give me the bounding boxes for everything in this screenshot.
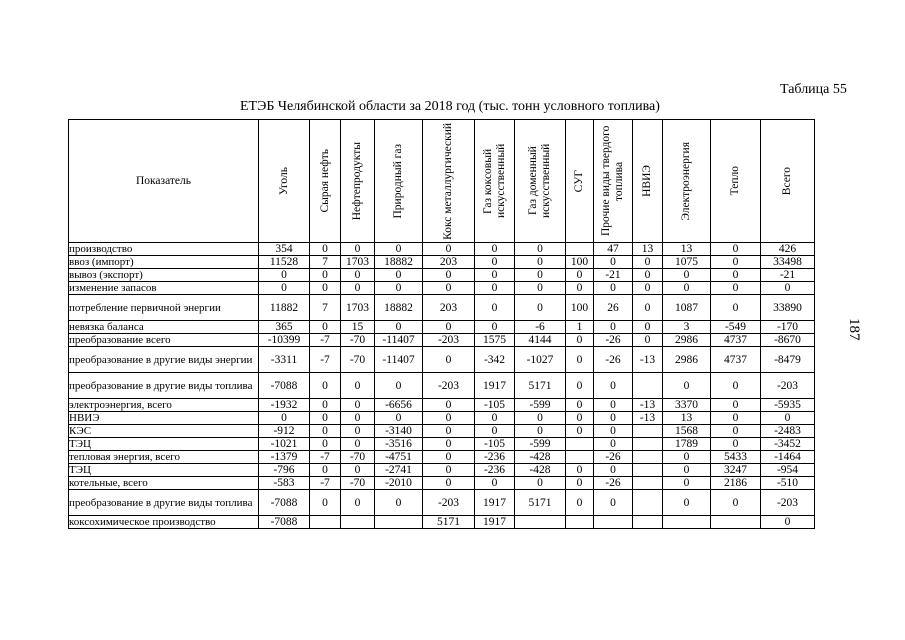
table-cell: 0 [515,477,566,490]
table-cell: 0 [341,399,375,412]
table-cell: 0 [475,295,515,321]
table-cell: -203 [423,490,475,516]
table-cell: 0 [259,412,310,425]
table-cell: 0 [566,282,594,295]
table-cell: 0 [515,425,566,438]
table-cell: -1021 [259,438,310,451]
row-label: изменение запасов [69,282,259,295]
table-cell: -7088 [259,490,310,516]
table-cell: 0 [423,451,475,464]
page-number: 187 [846,318,862,341]
table-cell: -796 [259,464,310,477]
table-cell: -912 [259,425,310,438]
table-body [69,243,815,529]
table-cell: -8479 [761,347,815,373]
table-cell: -26 [594,334,633,347]
table-cell: 7 [310,256,341,269]
row-label: НВИЭ [69,412,259,425]
table-cell: -13 [633,347,663,373]
table-cell: 0 [310,425,341,438]
table-cell: 0 [375,490,423,516]
table-cell: 0 [663,269,711,282]
row-label: тепловая энергия, всего [69,451,259,464]
row-label: коксохимическое производство [69,516,259,529]
column-header-crude-oil: Сырая нефть [310,120,341,243]
row-label: преобразование в другие виды топлива [69,490,259,516]
table-cell: 26 [594,295,633,321]
table-row [69,438,815,451]
table-cell: 0 [594,373,633,399]
table-row [69,399,815,412]
table-cell: -6656 [375,399,423,412]
table-cell: -26 [594,347,633,373]
table-row [69,256,815,269]
column-header-coke-oven-gas: Газ коксовый искусственный [475,120,515,243]
table-cell: 2986 [663,334,711,347]
row-label: производство [69,243,259,256]
table-cell: -583 [259,477,310,490]
table-cell: 0 [761,412,815,425]
table-cell: 0 [594,282,633,295]
table-cell: 0 [310,412,341,425]
table-cell: -1464 [761,451,815,464]
table-cell [515,516,566,529]
table-cell: -21 [594,269,633,282]
table-row [69,425,815,438]
table-cell: -70 [341,334,375,347]
table-cell: 3247 [711,464,761,477]
row-label: ТЭЦ [69,438,259,451]
table-cell: -11407 [375,334,423,347]
table-cell: 2186 [711,477,761,490]
table-cell: 3370 [663,399,711,412]
table-cell: 0 [711,269,761,282]
table-cell: 1087 [663,295,711,321]
table-cell: -1027 [515,347,566,373]
table-cell: 0 [711,425,761,438]
table-cell: 0 [375,282,423,295]
table-cell: 0 [515,282,566,295]
table-cell: 0 [515,269,566,282]
table-cell: 1568 [663,425,711,438]
table-cell: 0 [594,321,633,334]
column-header-oil-products: Нефтепродукты [341,120,375,243]
row-label: ТЭЦ [69,464,259,477]
table-cell: 0 [594,438,633,451]
table-cell: -105 [475,399,515,412]
table-cell: 0 [663,282,711,295]
table-cell: -549 [711,321,761,334]
table-cell: -11407 [375,347,423,373]
table-cell: 0 [711,256,761,269]
table-cell [633,464,663,477]
row-label: вывоз (экспорт) [69,269,259,282]
table-cell: 1789 [663,438,711,451]
table-cell: 203 [423,256,475,269]
table-cell: -203 [761,373,815,399]
row-label: электроэнергия, всего [69,399,259,412]
table-cell: -599 [515,399,566,412]
table-cell: 0 [663,464,711,477]
table-cell: 1703 [341,295,375,321]
table-cell: 0 [423,243,475,256]
table-cell: 0 [341,269,375,282]
table-cell: 5171 [515,373,566,399]
table-cell: 0 [633,334,663,347]
table-cell: 33498 [761,256,815,269]
table-cell: 0 [375,269,423,282]
table-row [69,373,815,399]
table-cell: 0 [475,425,515,438]
table-cell: 33890 [761,295,815,321]
table-cell: 0 [375,321,423,334]
table-cell: 0 [341,412,375,425]
table-cell: 0 [310,464,341,477]
table-cell: 0 [423,399,475,412]
table-cell [633,425,663,438]
table-cell: 0 [594,490,633,516]
table-cell: 15 [341,321,375,334]
table-cell: 0 [594,399,633,412]
table-row [69,321,815,334]
table-cell: 0 [310,321,341,334]
table-cell: 13 [633,243,663,256]
table-cell: 5171 [423,516,475,529]
table-cell: 13 [663,412,711,425]
table-cell: -2483 [761,425,815,438]
table-cell: 2986 [663,347,711,373]
table-cell: -599 [515,438,566,451]
table-cell: 0 [375,243,423,256]
table-cell: 0 [594,464,633,477]
table-cell: -3452 [761,438,815,451]
table-cell: 0 [633,256,663,269]
table-cell: 0 [475,412,515,425]
table-cell: -3516 [375,438,423,451]
table-cell: -236 [475,451,515,464]
table-cell: -2010 [375,477,423,490]
table-cell: 0 [423,464,475,477]
table-cell [566,438,594,451]
table-cell: 0 [663,490,711,516]
table-cell: 0 [310,269,341,282]
table-title: ЕТЭБ Челябинской области за 2018 год (тыс. тонн условного топлива) [240,99,660,114]
row-label: котельные, всего [69,477,259,490]
table-cell: 0 [515,412,566,425]
table-cell: 0 [259,269,310,282]
table-cell [341,516,375,529]
table-row [69,347,815,373]
column-header-coal: Уголь [259,120,310,243]
table-row [69,490,815,516]
table-cell: 1917 [475,373,515,399]
table-cell: -170 [761,321,815,334]
table-cell: -954 [761,464,815,477]
table-cell: -3140 [375,425,423,438]
table-cell: 3 [663,321,711,334]
row-label: потребление первичной энергии [69,295,259,321]
table-cell: 0 [761,282,815,295]
row-label: преобразование в другие виды топлива [69,373,259,399]
table-cell: -7 [310,451,341,464]
table-cell: -6 [515,321,566,334]
table-cell: 0 [310,399,341,412]
table-cell: 0 [423,425,475,438]
table-cell: 4144 [515,334,566,347]
table-cell: 0 [633,269,663,282]
table-cell: 0 [475,321,515,334]
table-cell: 0 [341,282,375,295]
table-cell: 0 [423,282,475,295]
row-label: КЭС [69,425,259,438]
table-cell: -26 [594,451,633,464]
table-cell: 18882 [375,295,423,321]
table-cell: 18882 [375,256,423,269]
table-cell: 0 [711,412,761,425]
table-cell: 0 [566,269,594,282]
table-cell: 0 [423,347,475,373]
table-cell: 0 [566,399,594,412]
table-cell: 7 [310,295,341,321]
table-cell: 0 [594,425,633,438]
table-cell: 0 [663,477,711,490]
table-cell: 0 [341,425,375,438]
table-cell: -3311 [259,347,310,373]
table-cell: 0 [423,412,475,425]
table-cell: 0 [375,412,423,425]
table-cell: -21 [761,269,815,282]
table-cell: -428 [515,464,566,477]
table-cell: 0 [423,269,475,282]
table-cell: 0 [515,256,566,269]
table-cell: 11528 [259,256,310,269]
table-cell: 0 [711,282,761,295]
table-row [69,243,815,256]
table-cell [663,516,711,529]
table-cell: -7 [310,347,341,373]
table-cell: -13 [633,412,663,425]
table-cell: -7 [310,477,341,490]
table-cell: 1575 [475,334,515,347]
table-cell: -5935 [761,399,815,412]
table-cell: -26 [594,477,633,490]
table-cell: 0 [711,490,761,516]
table-cell [566,243,594,256]
table-cell: 0 [594,412,633,425]
column-header-renewables: НВИЭ [633,120,663,243]
table-cell: 1917 [475,516,515,529]
table-row [69,334,815,347]
table-cell [566,451,594,464]
table-cell [633,438,663,451]
column-header-coke: Кокс металлургический [423,120,475,243]
table-cell: 100 [566,256,594,269]
table-cell: 0 [310,373,341,399]
column-header-indicator: Показатель [69,120,259,243]
table-cell: 0 [341,243,375,256]
table-cell: 0 [633,295,663,321]
table-cell: 0 [566,373,594,399]
table-cell: 0 [566,477,594,490]
table-cell: 203 [423,295,475,321]
table-cell: -70 [341,477,375,490]
table-cell: 0 [341,490,375,516]
table-cell [633,477,663,490]
table-cell: 0 [711,373,761,399]
table-cell: 0 [423,438,475,451]
table-cell: -105 [475,438,515,451]
table-cell: -4751 [375,451,423,464]
table-cell: 0 [566,334,594,347]
table-cell [310,516,341,529]
table-cell: -510 [761,477,815,490]
table-row [69,412,815,425]
table-cell: 0 [341,373,375,399]
table-cell: 0 [566,490,594,516]
table-cell: 47 [594,243,633,256]
table-cell: 0 [423,477,475,490]
table-cell: 5171 [515,490,566,516]
row-label: преобразование всего [69,334,259,347]
table-cell: -7088 [259,516,310,529]
table-cell: 0 [566,425,594,438]
table-cell [633,451,663,464]
table-row [69,295,815,321]
table-cell: 0 [566,347,594,373]
table-cell: 1917 [475,490,515,516]
table-cell: 0 [475,282,515,295]
table-cell: 1703 [341,256,375,269]
table-cell: 1 [566,321,594,334]
table-cell: 0 [711,399,761,412]
table-cell: 354 [259,243,310,256]
table-cell: -2741 [375,464,423,477]
table-row [69,464,815,477]
table-cell: 0 [423,321,475,334]
table-cell: 0 [259,282,310,295]
table-cell: 0 [566,412,594,425]
table-cell: 365 [259,321,310,334]
table-cell: 0 [663,373,711,399]
table-cell: 4737 [711,347,761,373]
table-cell: 4737 [711,334,761,347]
table-cell: 1075 [663,256,711,269]
table-cell: -1932 [259,399,310,412]
table-row [69,477,815,490]
table-cell: -236 [475,464,515,477]
table-cell: 0 [310,282,341,295]
table-cell: 0 [663,451,711,464]
row-label: ввоз (импорт) [69,256,259,269]
table-cell: 426 [761,243,815,256]
table-cell [711,516,761,529]
table-cell: 0 [310,243,341,256]
table-cell: 0 [475,243,515,256]
table-cell: -7 [310,334,341,347]
table-cell: -70 [341,451,375,464]
row-label: преобразование в другие виды энергии [69,347,259,373]
table-cell [633,490,663,516]
table-cell [594,516,633,529]
table-cell: 0 [475,256,515,269]
table-cell: 0 [515,243,566,256]
table-row [69,282,815,295]
table-row [69,269,815,282]
table-cell [633,516,663,529]
column-header-natural-gas: Природный газ [375,120,423,243]
table-cell: 0 [341,438,375,451]
table-cell [566,516,594,529]
table-cell: 0 [475,269,515,282]
table-cell: 13 [663,243,711,256]
table-cell: 0 [761,516,815,529]
row-label: невязка баланса [69,321,259,334]
table-cell: 11882 [259,295,310,321]
table-cell: 0 [711,295,761,321]
column-header-lpg: СУГ [566,120,594,243]
table-cell: -10399 [259,334,310,347]
table-cell: 0 [594,256,633,269]
table-cell: -342 [475,347,515,373]
table-cell [375,516,423,529]
table-cell: 0 [310,490,341,516]
table-cell: -7088 [259,373,310,399]
table-cell [633,373,663,399]
column-header-electricity: Электроэнергия [663,120,711,243]
table-number-label: Таблица 55 [780,82,847,97]
table-cell: -203 [423,334,475,347]
table-cell: 0 [711,438,761,451]
column-header-heat: Тепло [711,120,761,243]
table-cell: -428 [515,451,566,464]
table-cell: 5433 [711,451,761,464]
table-row [69,516,815,529]
table-cell: 0 [566,464,594,477]
table-cell: 0 [341,464,375,477]
table-row [69,451,815,464]
table-cell: 0 [475,477,515,490]
table-header [69,120,815,243]
table-cell: 0 [711,243,761,256]
table-cell: 0 [375,373,423,399]
table-cell: -203 [423,373,475,399]
column-header-blast-furnace-gas: Газ доменный искусственный [515,120,566,243]
energy-balance-table [68,119,815,529]
table-cell: 100 [566,295,594,321]
table-cell: 0 [633,321,663,334]
table-cell: -203 [761,490,815,516]
table-cell: 0 [633,282,663,295]
table-cell: -13 [633,399,663,412]
table-cell: 0 [515,295,566,321]
column-header-other-solid-fuel: Прочие виды твердого топлива [594,120,633,243]
table-cell: -1379 [259,451,310,464]
column-header-total: Всего [761,120,815,243]
table-cell: 0 [310,438,341,451]
table-cell: -70 [341,347,375,373]
table-cell: -8670 [761,334,815,347]
